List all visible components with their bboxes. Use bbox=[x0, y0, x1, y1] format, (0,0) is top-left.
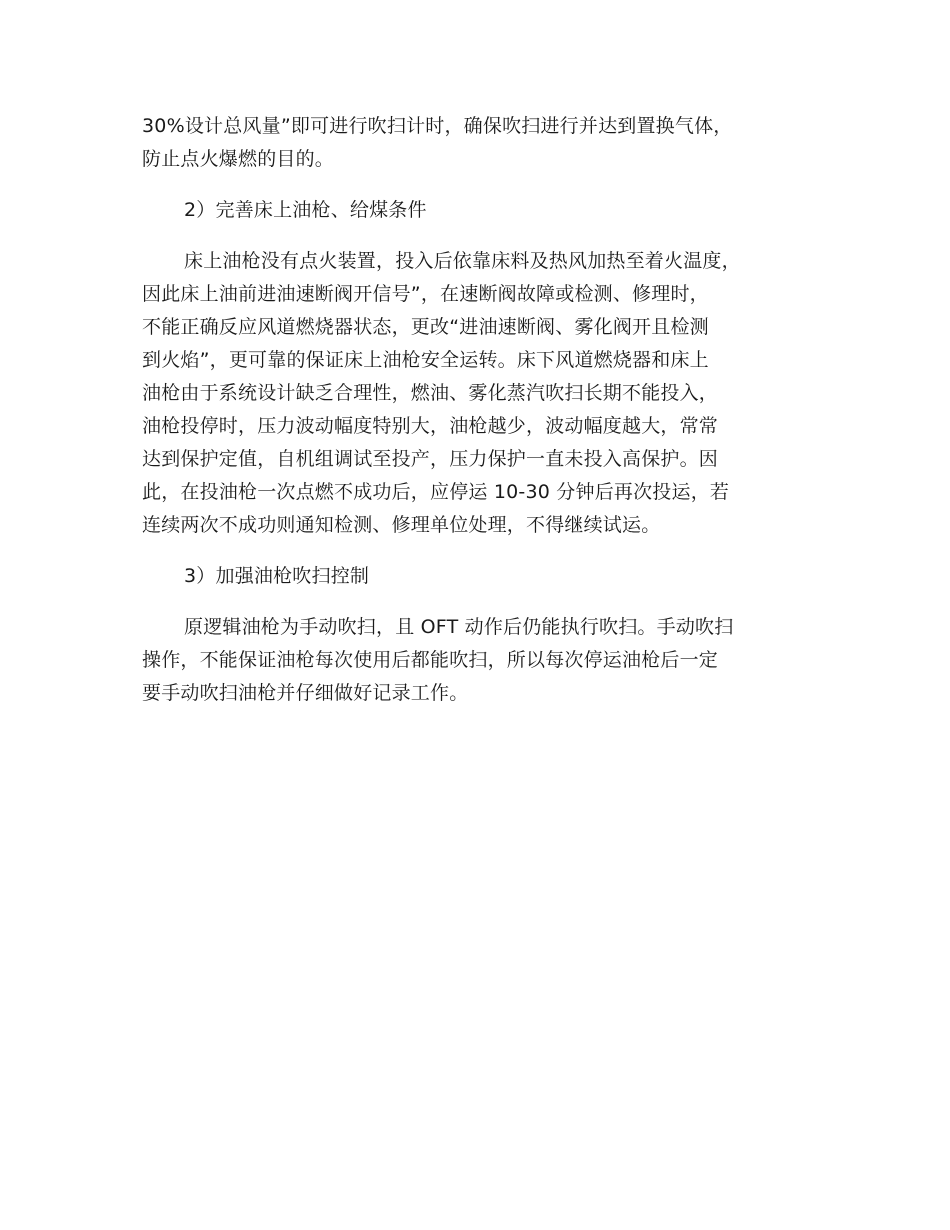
text-line: 防止点火爆燃的目的。 bbox=[142, 148, 335, 170]
text-line: 此，在投油枪一次点燃不成功后，应停运 10-30 分钟后再次投运，若 bbox=[142, 481, 730, 503]
text-line: 油枪由于系统设计缺乏合理性，燃油、雾化蒸汽吹扫长期不能投入， bbox=[142, 382, 719, 404]
paragraph-gap bbox=[142, 542, 806, 560]
document-body bbox=[142, 110, 806, 710]
text-line: 原逻辑油枪为手动吹扫，且 OFT 动作后仍能执行吹扫。手动吹扫 bbox=[184, 616, 734, 638]
text-line: 30%设计总风量”即可进行吹扫计时，确保吹扫进行并达到置换气体， bbox=[142, 115, 733, 137]
text-line: 连续两次不成功则通知检测、修理单位处理，不得继续试运。 bbox=[142, 514, 661, 536]
paragraph-gap bbox=[142, 593, 806, 611]
paragraph-gap bbox=[142, 227, 806, 245]
paragraph-oil-gun-conditions bbox=[142, 245, 806, 542]
paragraph-gap bbox=[142, 176, 806, 194]
text-line: 床上油枪没有点火装置，投入后依靠床料及热风加热至着火温度， bbox=[184, 250, 741, 272]
paragraph-purge-purpose bbox=[142, 110, 806, 176]
section-heading-oil-gun-purge: 3）加强油枪吹扫控制 bbox=[184, 565, 370, 587]
paragraph-purge-control bbox=[142, 611, 806, 710]
text-line: 操作，不能保证油枪每次使用后都能吹扫，所以每次停运油枪后一定 bbox=[142, 649, 719, 671]
text-line: 因此床上油前进油速断阀开信号”，在速断阀故障或检测、修理时， bbox=[142, 283, 709, 305]
text-line: 不能正确反应风道燃烧器状态，更改“进油速断阀、雾化阀开且检测 bbox=[142, 316, 709, 338]
text-line: 达到保护定值，自机组调试至投产，压力保护一直未投入高保护。因 bbox=[142, 448, 719, 470]
text-line: 油枪投停时，压力波动幅度特别大，油枪越少，波动幅度越大，常常 bbox=[142, 415, 719, 437]
text-line: 要手动吹扫油枪并仔细做好记录工作。 bbox=[142, 682, 469, 704]
text-line: 到火焰”，更可靠的保证床上油枪安全运转。床下风道燃烧器和床上 bbox=[142, 349, 709, 371]
section-heading-oil-gun-coal-feed: 2）完善床上油枪、给煤条件 bbox=[184, 199, 427, 221]
